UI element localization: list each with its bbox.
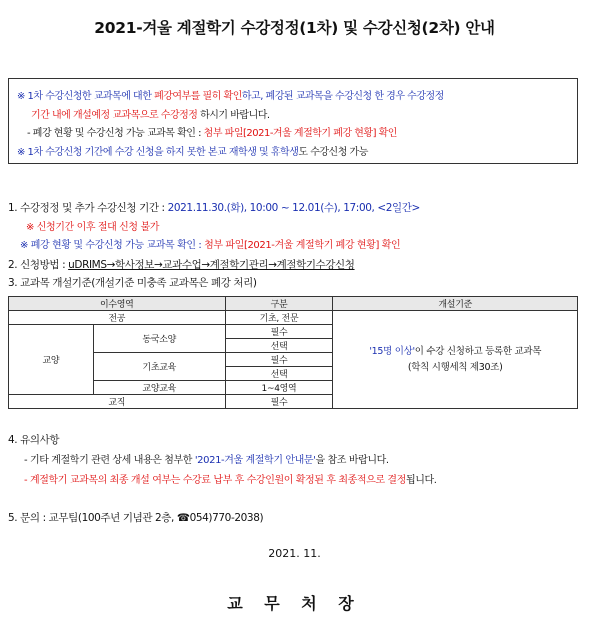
criteria-note: (학칙 시행세칙 제30조) <box>407 361 503 373</box>
section-1-period-value: 2021.11.30.(화), 10:00 ~ 12.01(수), 17:00, <2일간> <box>167 202 420 214</box>
notice-line-2 <box>17 107 577 126</box>
table-header-row <box>9 297 578 311</box>
section-4-item-2-suffix: 됩니다. <box>405 475 437 486</box>
section-5-contact: 5. 문의 : 교무팀(100주년 기념관 2층, ☎054)770-2038) <box>8 512 264 524</box>
notice-line-1 <box>17 88 577 107</box>
section-1-label: 1. 수강정정 및 추가 수강신청 기간 : <box>8 202 168 214</box>
notice-line-1-mid: 하고, 폐강된 교과목을 수강신청 한 경우 수강정정 <box>241 91 444 102</box>
cell-teaching: 교직 <box>9 395 226 409</box>
notice-line-1-prefix: ※ 1차 수강신청한 교과목에 대한 <box>17 91 155 102</box>
section-4-label: 4. 유의사항 <box>8 434 60 446</box>
issuer-signature: 교 무 처 장 <box>227 594 362 613</box>
criteria-suffix: 이 수강 신청하고 등록한 교과목 <box>414 345 542 357</box>
notice-line-2-suffix: 하시기 바랍니다. <box>197 109 270 121</box>
cell-criteria <box>333 311 578 409</box>
section-2-method-path: uDRIMS→학사정보→교과수업→계절학기관리→계절학기수강신청 <box>68 259 355 271</box>
header-area: 이수영역 <box>9 297 226 311</box>
section-1-warning-1: ※ 신청기간 이후 절대 신청 불가 <box>26 222 159 233</box>
section-4-item-2-emphasis: - 계절학기 교과목의 최종 개설 여부는 수강료 납부 후 수강인원이 확정된 후 최종적으로 결정 <box>24 475 406 486</box>
cell-basic: 기초교육 <box>93 353 225 381</box>
cell-major: 전공 <box>9 311 226 325</box>
section-4-item-1-emphasis: '2021-겨울 계절학기 안내문' <box>194 455 316 466</box>
cell-elective: 선택 <box>225 339 333 353</box>
course-criteria-table <box>8 296 578 409</box>
page-title: 2021-겨울 계절학기 수강정정(1차) 및 수강신청(2차) 안내 <box>94 19 495 37</box>
section-3-label: 3. 교과목 개설기준(개설기준 미충족 교과목은 폐강 처리) <box>8 277 257 289</box>
section-1-warning-2-emphasis: 첨부 파일[2021-겨울 계절학기 폐강 현황] 확인 <box>204 240 401 251</box>
section-1-warning-2 <box>20 236 400 251</box>
cell-required: 필수 <box>225 395 333 409</box>
section-2-method <box>8 257 355 272</box>
cell-dongguk: 동국소양 <box>93 325 225 353</box>
cell-liberal-edu: 교양교육 <box>93 381 225 395</box>
cell-areas: 1~4영역 <box>225 381 333 395</box>
section-2-label: 2. 신청방법 : <box>8 259 69 271</box>
cell-major-type: 기초, 전문 <box>225 311 333 325</box>
notice-line-4-prefix: ※ 1차 수강신청 기간에 수강 신청을 하지 못한 본교 재학생 및 휴학생 <box>17 146 299 158</box>
notice-line-4 <box>17 144 577 163</box>
section-4-item-1-prefix: - 기타 계절학기 관련 상세 내용은 첨부한 <box>24 455 195 466</box>
cell-liberal: 교양 <box>9 325 94 395</box>
notice-box <box>8 78 578 164</box>
section-1-warning-2-prefix: ※ 폐강 현황 및 수강신청 가능 교과목 확인 : <box>20 240 205 251</box>
notice-line-3 <box>17 125 577 144</box>
cell-elective: 선택 <box>225 367 333 381</box>
notice-line-3-prefix: - 폐강 현황 및 수강신청 가능 교과목 확인 : <box>27 128 204 139</box>
table-row <box>9 311 578 325</box>
section-4-item-1 <box>24 451 389 466</box>
notice-line-3-emphasis: 첨부 파일[2021-겨울 계절학기 폐강 현황] 확인 <box>203 128 397 139</box>
notice-line-4-suffix: 도 수강신청 가능 <box>298 146 368 158</box>
notice-date: 2021. 11. <box>268 547 321 560</box>
section-4-item-1-suffix: 을 참조 바랍니다. <box>315 455 389 466</box>
header-criteria: 개설기준 <box>333 297 578 311</box>
section-4-item-2 <box>24 471 437 486</box>
criteria-line-1 <box>333 344 577 360</box>
section-1-period <box>8 200 420 215</box>
cell-required: 필수 <box>225 353 333 367</box>
notice-line-2-emphasis: 기간 내에 개설예정 교과목으로 수강정정 <box>31 109 198 121</box>
header-type: 구분 <box>225 297 333 311</box>
criteria-emphasis: '15명 이상' <box>369 345 415 357</box>
notice-line-1-emphasis: 폐강여부를 필히 확인 <box>154 91 242 102</box>
cell-required: 필수 <box>225 325 333 339</box>
